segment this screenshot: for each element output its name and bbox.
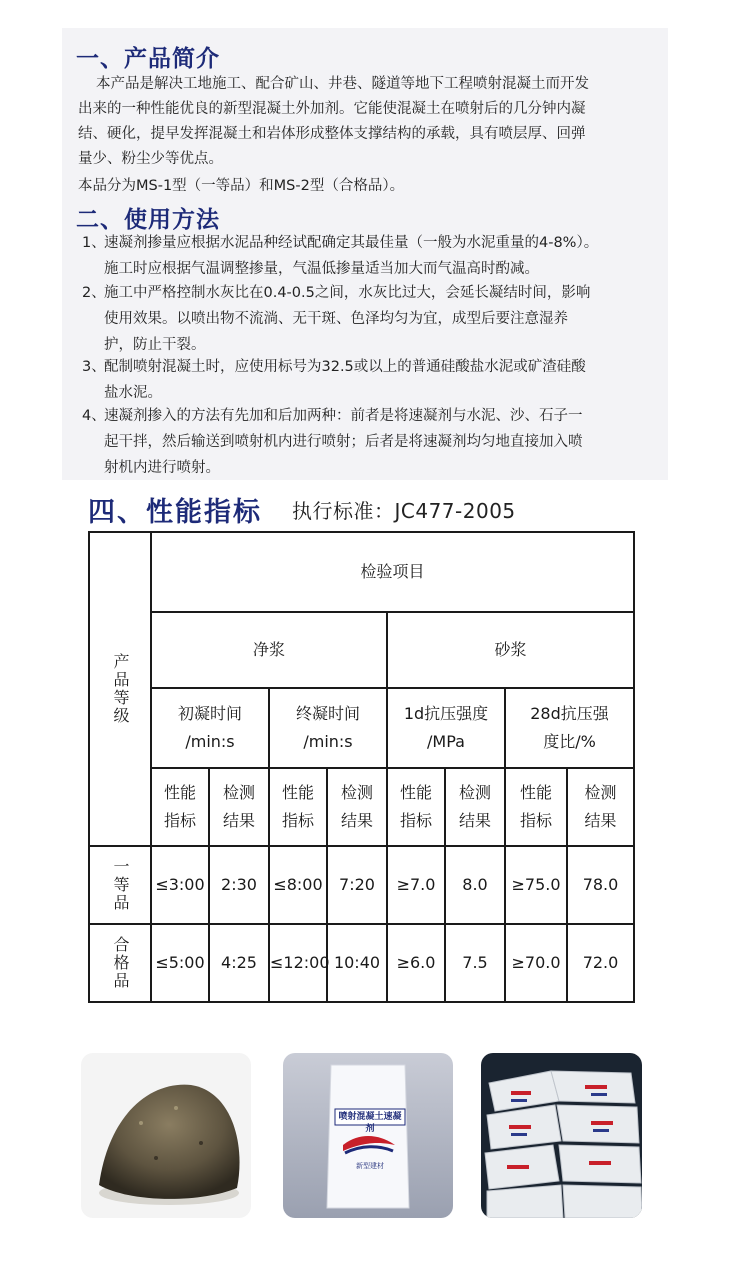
- value-cell: ≥7.0: [387, 846, 445, 924]
- sub-label: 结果: [584, 811, 617, 830]
- usage-item-number: 1、: [82, 235, 106, 251]
- sub-result-cell: [567, 768, 634, 846]
- sub-label: 指标: [163, 811, 196, 830]
- value-cell: ≥6.0: [387, 924, 445, 1002]
- usage-item-line: 盐水泥。: [104, 385, 162, 401]
- section2-heading: 二、使用方法: [76, 207, 220, 233]
- sub-label: 性能: [163, 783, 196, 802]
- usage-item-3: [82, 355, 662, 410]
- value-cell: 72.0: [567, 924, 634, 1002]
- sub-result-cell: [209, 768, 269, 846]
- usage-item-line: 射机内进行喷射。: [104, 460, 220, 476]
- sub-label: 指标: [399, 811, 432, 830]
- table-row: [89, 846, 634, 924]
- performance-table: [88, 531, 635, 1003]
- bag-label: 喷射混凝土速凝剂: [338, 1112, 402, 1134]
- sub-label: 结果: [222, 811, 255, 830]
- usage-item-number: 2、: [82, 285, 106, 301]
- metric-name: 28d抗压强: [530, 704, 609, 723]
- bag-brand: 新型建材: [356, 1162, 384, 1170]
- metric-unit: /MPa: [427, 732, 465, 751]
- bag-photo: [283, 1053, 453, 1218]
- sub-label: 指标: [281, 811, 314, 830]
- usage-item-line: 起干拌，然后输送到喷射机内进行喷射；后者是将速凝剂均匀地直接加入喷: [104, 434, 583, 450]
- usage-item-2: [82, 281, 662, 361]
- sub-result-cell: [445, 768, 505, 846]
- usage-item-line: 配制喷射混凝土时，应使用标号为32.5或以上的普通硅酸盐水泥或矿渣硅酸: [104, 359, 586, 375]
- section4-heading: 四、性能指标: [88, 497, 262, 528]
- usage-item-line: 护，防止干裂。: [104, 337, 206, 353]
- grade-label: 合格品: [111, 936, 130, 990]
- grade-cell: [89, 846, 151, 924]
- value-cell: ≤8:00: [269, 846, 327, 924]
- metric-1d-strength: [387, 688, 505, 768]
- sub-label: 性能: [399, 783, 432, 802]
- value-cell: 10:40: [327, 924, 387, 1002]
- sub-result-cell: [327, 768, 387, 846]
- grade-cell: [89, 924, 151, 1002]
- metric-28d-ratio: [505, 688, 634, 768]
- group-mortar-header: 砂浆: [387, 612, 634, 688]
- usage-item-number: 4、: [82, 408, 106, 424]
- metric-unit: /min:s: [303, 732, 353, 751]
- section1-line-4: 量少、粉尘少等优点。: [78, 151, 223, 167]
- grade-header-cell: [89, 532, 151, 846]
- metric-unit: /min:s: [185, 732, 235, 751]
- usage-item-4: [82, 404, 662, 484]
- value-cell: ≥70.0: [505, 924, 567, 1002]
- metric-name: 1d抗压强度: [403, 704, 489, 723]
- value-cell: 7.5: [445, 924, 505, 1002]
- standard-label: 执行标准：JC477-2005: [292, 499, 516, 523]
- section1-line-3: 结、硬化，提早发挥混凝土和岩体形成整体支撑结构的承载，具有喷层厚、回弹: [78, 126, 586, 142]
- metric-unit: 度比/%: [543, 732, 596, 751]
- value-cell: 78.0: [567, 846, 634, 924]
- value-cell: ≤12:00: [269, 924, 327, 1002]
- section1-line-1: 本产品是解决工地施工、配合矿山、井巷、隧道等地下工程喷射混凝土而开发: [96, 76, 589, 92]
- table-row: [89, 924, 634, 1002]
- sub-label: 性能: [281, 783, 314, 802]
- value-cell: ≥75.0: [505, 846, 567, 924]
- sub-label: 检测: [340, 783, 373, 802]
- sub-label: 性能: [519, 783, 552, 802]
- powder-photo: [81, 1053, 251, 1218]
- sub-label: 检测: [222, 783, 255, 802]
- metric-name: 初凝时间: [177, 704, 242, 723]
- grade-label: 一等品: [111, 858, 130, 912]
- value-cell: 8.0: [445, 846, 505, 924]
- sub-index-cell: [505, 768, 567, 846]
- usage-item-line: 速凝剂掺量应根据水泥品种经试配确定其最佳量（一般为水泥重量的4-8%）。: [104, 235, 599, 251]
- value-cell: 2:30: [209, 846, 269, 924]
- section1-line-2: 出来的一种性能优良的新型混凝土外加剂。它能使混凝土在喷射后的几分钟内凝: [78, 101, 586, 117]
- usage-item-1: [82, 231, 662, 286]
- section1-heading: 一、产品简介: [76, 46, 220, 72]
- metric-initial-set: [151, 688, 269, 768]
- grade-header: 产品等级: [111, 653, 130, 725]
- metric-name: 终凝时间: [295, 704, 360, 723]
- sub-label: 指标: [519, 811, 552, 830]
- sub-label: 结果: [340, 811, 373, 830]
- sub-label: 检测: [584, 783, 617, 802]
- value-cell: 4:25: [209, 924, 269, 1002]
- value-cell: ≤5:00: [151, 924, 209, 1002]
- metric-final-set: [269, 688, 387, 768]
- value-cell: 7:20: [327, 846, 387, 924]
- usage-item-line: 施工中严格控制水灰比在0.4-0.5之间，水灰比过大，会延长凝结时间，影响: [104, 285, 591, 301]
- sub-index-cell: [387, 768, 445, 846]
- test-items-header: 检验项目: [151, 532, 634, 612]
- section1-line-5: 本品分为MS-1型（一等品）和MS-2型（合格品）。: [78, 178, 405, 194]
- sub-index-cell: [269, 768, 327, 846]
- usage-item-number: 3、: [82, 359, 106, 375]
- sub-index-cell: [151, 768, 209, 846]
- usage-item-line: 使用效果。以喷出物不流淌、无干斑、色泽均匀为宜，成型后要注意湿养: [104, 311, 568, 327]
- group-paste-header: 净浆: [151, 612, 387, 688]
- sub-label: 检测: [458, 783, 491, 802]
- usage-item-line: 速凝剂掺入的方法有先加和后加两种：前者是将速凝剂与水泥、沙、石子一: [104, 408, 583, 424]
- value-cell: ≤3:00: [151, 846, 209, 924]
- sub-label: 结果: [458, 811, 491, 830]
- stacked-bags-photo: [481, 1053, 642, 1218]
- usage-item-line: 施工时应根据气温调整掺量，气温低掺量适当加大而气温高时酌减。: [104, 261, 539, 277]
